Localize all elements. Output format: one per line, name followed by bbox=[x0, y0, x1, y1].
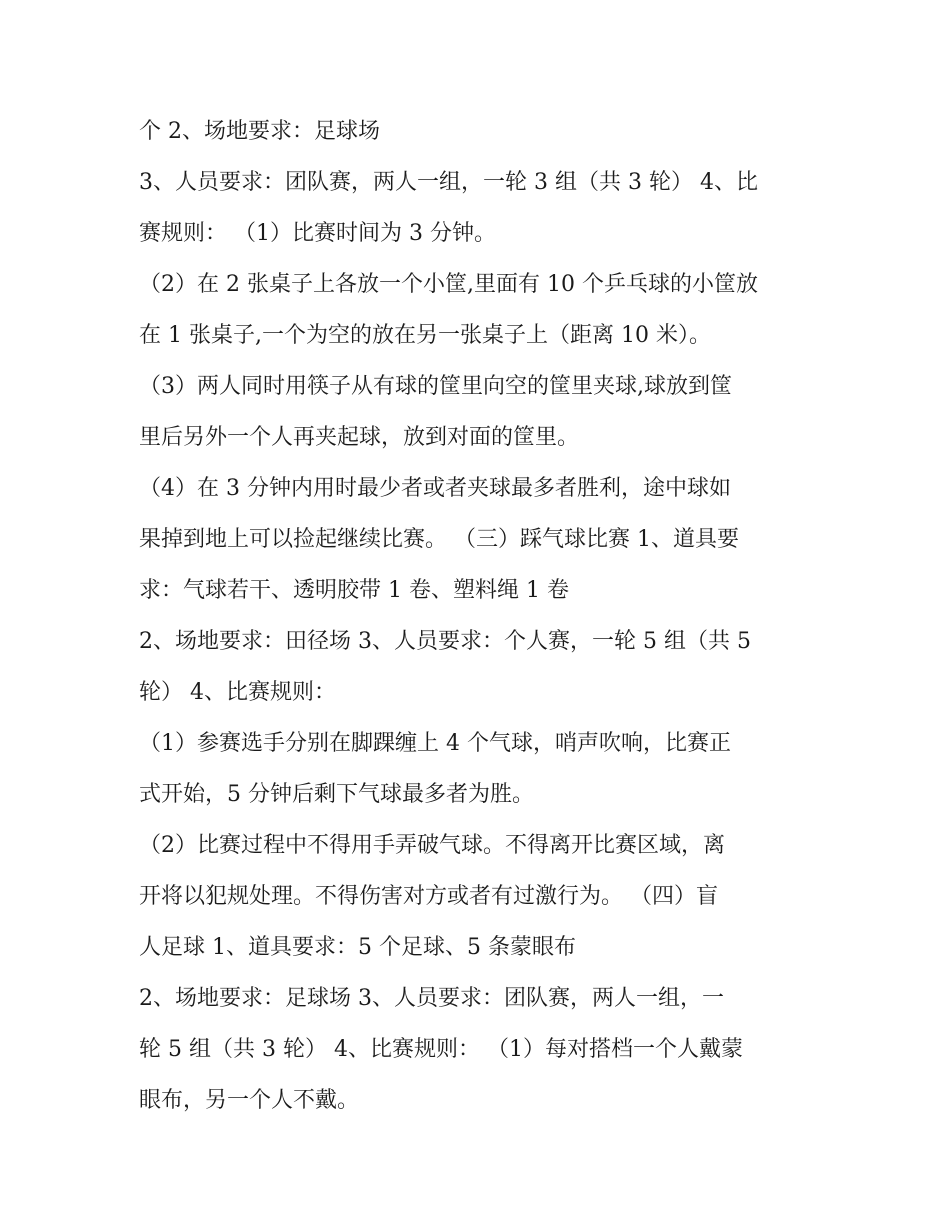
text-line: 开将以犯规处理。不得伤害对方或者有过激行为。 （四）盲 bbox=[139, 884, 718, 909]
text-line: 式开始，5 分钟后剩下气球最多者为胜。 bbox=[139, 782, 534, 807]
text-line: （2）比赛过程中不得用手弄破气球。不得离开比赛区域，离 bbox=[139, 833, 725, 858]
text-line: 眼布，另一个人不戴。 bbox=[139, 1088, 360, 1113]
document-body bbox=[139, 106, 819, 1126]
text-line: 人足球 1、道具要求：5 个足球、5 条蒙眼布 bbox=[139, 935, 576, 960]
text-line: （3）两人同时用筷子从有球的筐里向空的筐里夹球,球放到筐 bbox=[139, 374, 732, 399]
text-line: 果掉到地上可以捡起继续比赛。 （三）踩气球比赛 1、道具要 bbox=[139, 527, 739, 552]
text-line: 3、人员要求：团队赛，两人一组，一轮 3 组（共 3 轮） 4、比 bbox=[139, 170, 758, 195]
text-line: 赛规则： （1）比赛时间为 3 分钟。 bbox=[139, 221, 496, 246]
text-line: 轮） 4、比赛规则： bbox=[139, 680, 336, 705]
text-line: 里后另外一个人再夹起球，放到对面的筐里。 bbox=[139, 425, 580, 450]
text-line: 轮 5 组（共 3 轮） 4、比赛规则： （1）每对搭档一个人戴蒙 bbox=[139, 1037, 743, 1062]
text-line: 2、场地要求：足球场 3、人员要求：团队赛，两人一组，一 bbox=[139, 986, 724, 1011]
text-line: 求：气球若干、透明胶带 1 卷、塑料绳 1 卷 bbox=[139, 578, 569, 603]
text-line: 2、场地要求：田径场 3、人员要求：个人赛，一轮 5 组（共 5 bbox=[139, 629, 751, 654]
text-line: （2）在 2 张桌子上各放一个小筐,里面有 10 个乒乓球的小筐放 bbox=[139, 272, 758, 297]
text-line: 个 2、场地要求：足球场 bbox=[139, 119, 380, 144]
text-line: （1）参赛选手分别在脚踝缠上 4 个气球，哨声吹响，比赛正 bbox=[139, 731, 731, 756]
text-line: 在 1 张桌子,一个为空的放在另一张桌子上（距离 10 米）。 bbox=[139, 323, 711, 348]
text-line: （4）在 3 分钟内用时最少者或者夹球最多者胜利，途中球如 bbox=[139, 476, 731, 501]
